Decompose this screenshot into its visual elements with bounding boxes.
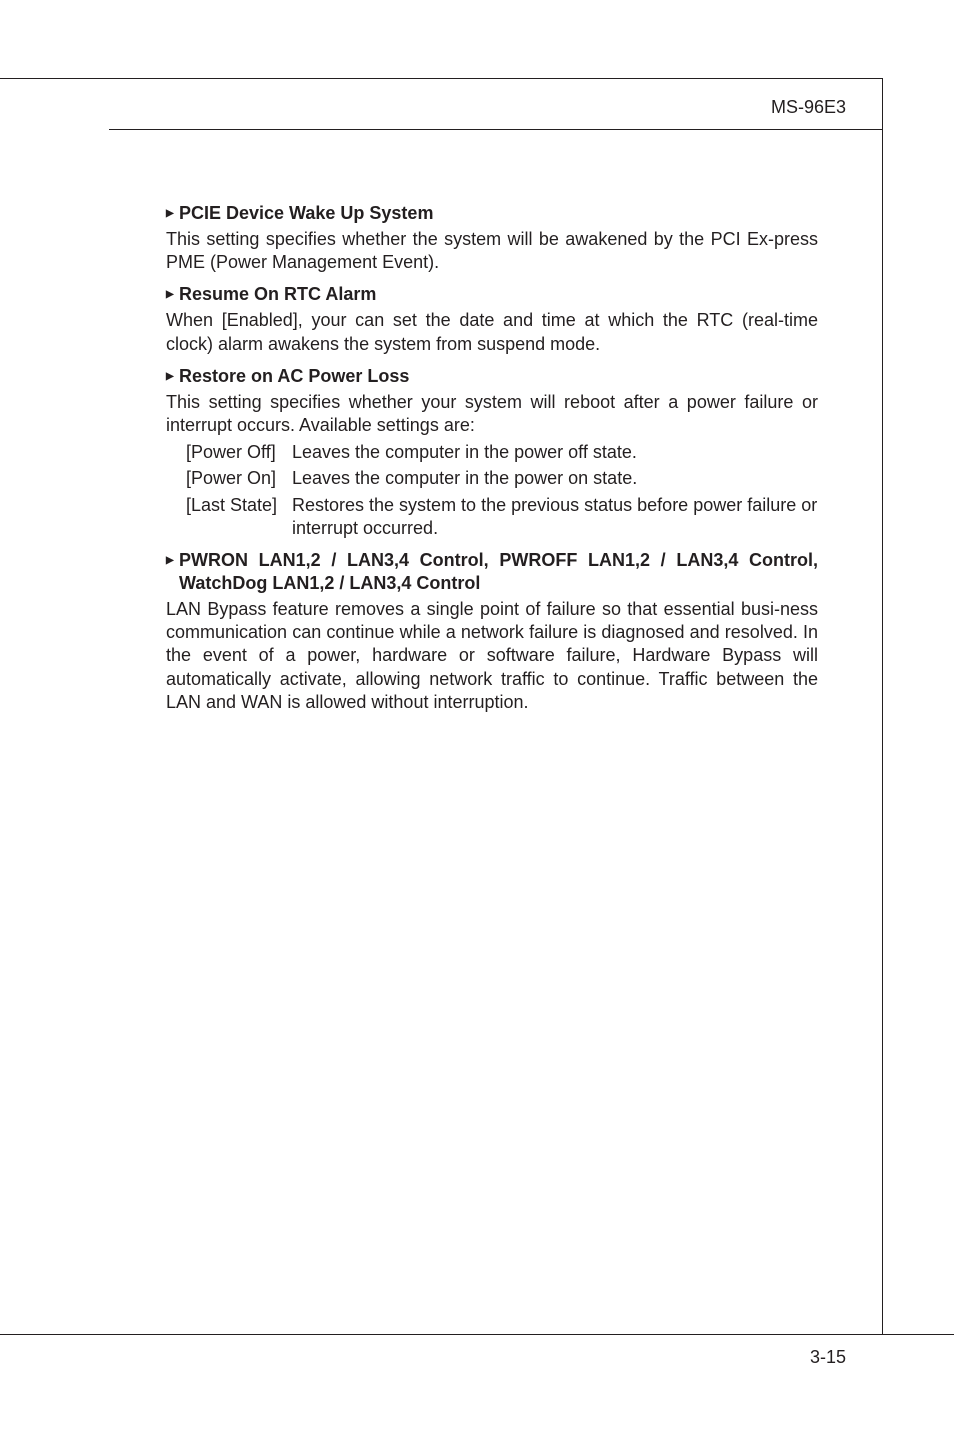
section-heading [166,549,818,595]
section-heading [166,365,818,388]
section-pcie-wake [166,202,818,274]
section-ac-power-loss [166,365,818,540]
section-title: PCIE Device Wake Up System [179,203,434,223]
page-number: 3-15 [809,1347,846,1367]
model-number: MS-96E3 [770,97,846,117]
top-rule [0,78,883,79]
section-lan-control [166,549,818,714]
section-rtc-alarm [166,283,818,355]
setting-value: [Power On] [186,468,277,489]
settings-list [166,441,818,540]
side-rule [882,78,883,1335]
setting-option [166,467,818,490]
section-body: This setting specifies whether your system will reboot after a power failure or interrupt occurs. Available settings are: [166,391,818,436]
setting-option [166,494,818,540]
section-title: PWRON LAN1,2 / LAN3,4 Control, PWROFF LAN1,2 / LAN3,4 Control, WatchDog LAN1,2 / LAN3,4 Control [179,550,818,594]
section-heading [166,202,818,225]
section-body: LAN Bypass feature removes a single point of failure so that essential busi-ness communication can continue while a network failure is diagnosed and resolved. In the event of a power, hardware or software failure, Hardware Bypass will automatically activate, allowing network traffic to continue. Traffic between the LAN and WAN is allowed without interruption. [166,599,818,712]
setting-description: Restores the system to the previous status before power failure or interrupt occurred. [292,494,818,538]
triangle-bullet-icon: ▶ [166,289,174,301]
setting-value: [Last State] [186,494,278,515]
section-body: This setting specifies whether the system will be awakened by the PCI Ex-press PME (Power Management Event). [166,229,818,273]
section-title: Restore on AC Power Loss [179,365,410,386]
bottom-rule [0,1334,954,1335]
setting-description: Leaves the computer in the power off state. [292,442,637,463]
triangle-bullet-icon: ▶ [166,370,174,382]
section-heading [166,283,818,306]
manual-content [166,202,818,723]
setting-value: [Power Off] [186,442,276,463]
triangle-bullet-icon: ▶ [166,555,174,567]
header-rule [109,129,883,130]
section-title: Resume On RTC Alarm [179,284,377,305]
section-body: When [Enabled], your can set the date and time at which the RTC (real-time clock) alarm awakens the system from suspend mode. [166,310,818,354]
setting-description: Leaves the computer in the power on state. [292,468,638,489]
setting-option [166,441,818,464]
triangle-bullet-icon: ▶ [166,208,174,219]
